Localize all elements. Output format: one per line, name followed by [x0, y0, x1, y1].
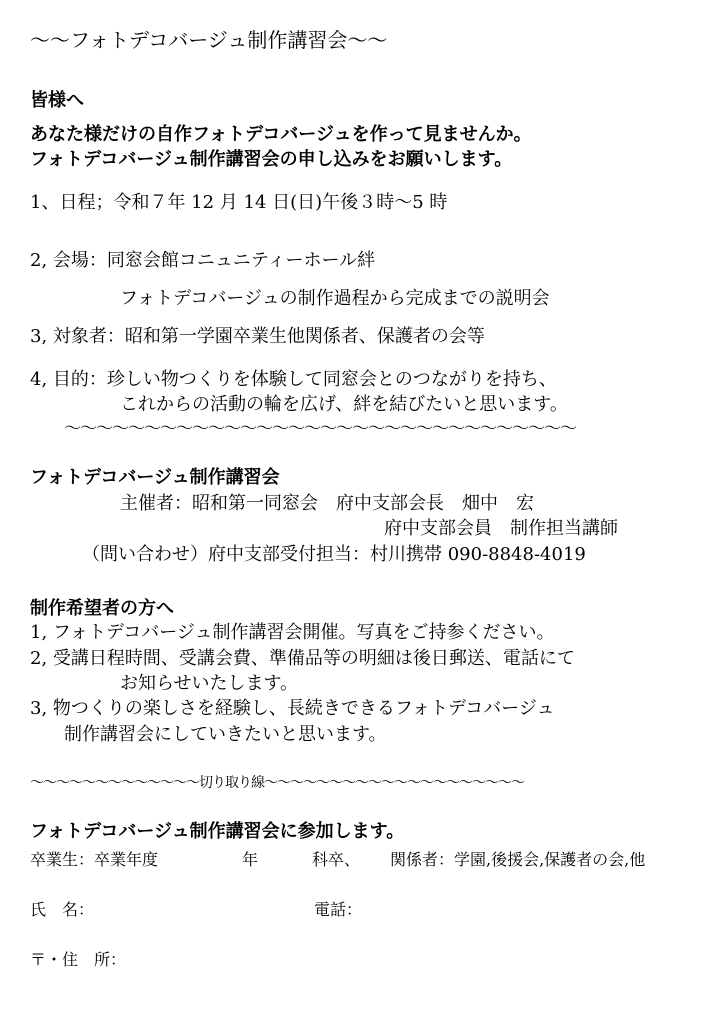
department-label: 科卒、 — [312, 850, 361, 869]
address-label: 〒・住 所： — [30, 950, 127, 969]
organizer-heading: フォトデコバージュ制作講習会 — [30, 467, 280, 488]
form-heading: フォトデコバージュ制作講習会に参加します。 — [30, 821, 405, 842]
applicants-heading: 制作希望者の方へ — [30, 598, 174, 619]
organizer-sponsor: 主催者：昭和第一同窓会 府中支部会長 畑中 宏 — [120, 493, 534, 514]
organizer-contact: （問い合わせ）府中支部受付担当：村川携帯 090-8848-4019 — [82, 544, 586, 565]
organizer-sponsor-role: 府中支部会員 制作担当講師 — [384, 518, 618, 539]
venue-detail: フォトデコバージュの制作過程から完成までの説明会 — [120, 288, 550, 309]
greeting: 皆様へ — [30, 90, 84, 111]
applicants-line-2b: お知らせいたします。 — [120, 673, 299, 694]
applicants-line-2: 2, 受講日程時間、受講会費、準備品等の明細は後日郵送、電話にて — [30, 648, 575, 669]
page-title: 〜〜フォトデコバージュ制作講習会〜〜 — [30, 28, 388, 52]
year-label: 年 — [242, 850, 259, 869]
venue-item: 2, 会場：同窓会館コニュニティーホール絆 — [30, 250, 376, 271]
schedule-item: 1、日程；令和７年 12 月 14 日(日)午後３時〜5 時 — [30, 192, 448, 213]
graduate-label: 卒業生：卒業年度 — [30, 850, 159, 869]
purpose-item: 4, 目的：珍しい物つくりを体験して同窓会とのつながりを持ち、 — [30, 369, 557, 390]
intro-line-1: あなた様だけの自作フォトデコバージュを作って見ませんか。 — [30, 124, 532, 145]
name-label: 氏 名： — [30, 900, 95, 919]
phone-label: 電話： — [314, 900, 363, 919]
target-item: 3, 対象者：昭和第一学園卒業生他関係者、保護者の会等 — [30, 326, 485, 347]
related-label: 関係者：学園,後援会,保護者の会,他 — [390, 850, 646, 869]
wave-divider: 〜〜〜〜〜〜〜〜〜〜〜〜〜〜〜〜〜〜〜〜〜〜〜〜〜〜〜〜〜〜〜〜 — [64, 419, 576, 439]
intro-line-2: フォトデコバージュ制作講習会の申し込みをお願いします。 — [30, 149, 513, 170]
applicants-line-1: 1, フォトデコバージュ制作講習会開催。写真をご持参ください。 — [30, 622, 555, 643]
cut-line: 〜〜〜〜〜〜〜〜〜〜〜〜〜切り取り線〜〜〜〜〜〜〜〜〜〜〜〜〜〜〜〜〜〜〜〜 — [30, 775, 524, 791]
purpose-detail: これからの活動の輪を広げ、絆を結びたいと思います。 — [120, 394, 568, 415]
applicants-line-3: 3, 物つくりの楽しさを経験し、長続きできるフォトデコバージュ — [30, 698, 555, 719]
applicants-line-3b: 制作講習会にしていきたいと思います。 — [64, 724, 387, 745]
